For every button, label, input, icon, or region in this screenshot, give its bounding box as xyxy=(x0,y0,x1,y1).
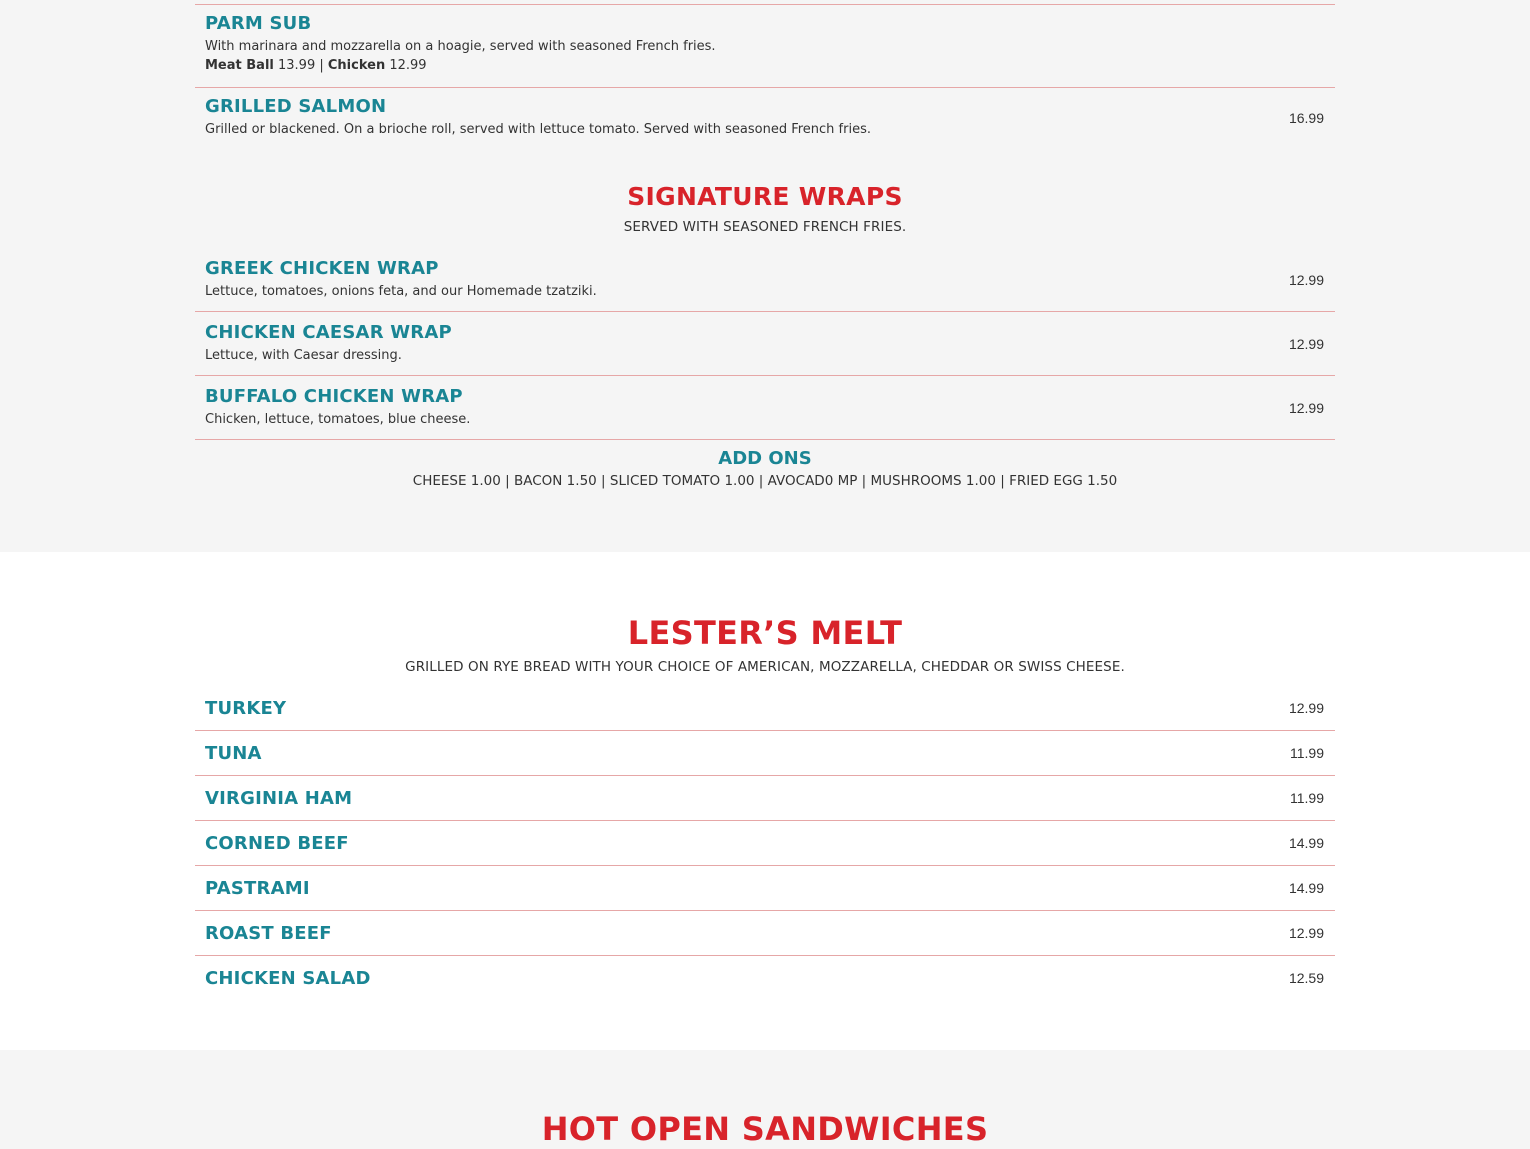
item-price: 12.99 xyxy=(1288,925,1324,941)
option-chicken-price: 12.99 xyxy=(389,58,427,73)
item-name: CHICKEN SALAD xyxy=(205,968,371,989)
option-meat-ball-price: 13.99 xyxy=(278,58,316,73)
item-name: TUNA xyxy=(205,743,262,764)
item-name: PARM SUB xyxy=(205,13,312,34)
section-title-hot-open-sandwiches: HOT OPEN SANDWICHES xyxy=(541,1110,989,1148)
item-price: 12.99 xyxy=(1288,336,1324,352)
menu-item-melt xyxy=(195,911,1335,956)
item-name: CHICKEN CAESAR WRAP xyxy=(205,322,452,343)
addons-title: ADD ONS xyxy=(718,448,812,469)
item-price: 12.59 xyxy=(1288,970,1324,986)
hot-open-band xyxy=(0,1050,1530,1149)
item-price: 16.99 xyxy=(1288,110,1324,126)
item-name: VIRGINIA HAM xyxy=(205,788,353,809)
item-price: 14.99 xyxy=(1288,880,1324,896)
item-name: TURKEY xyxy=(205,698,287,719)
menu-item-parm-sub xyxy=(195,5,1335,88)
item-price: 12.99 xyxy=(1288,400,1324,416)
item-name: GRILLED SALMON xyxy=(205,96,387,117)
menu-item-wrap xyxy=(195,376,1335,440)
item-name: GREEK CHICKEN WRAP xyxy=(205,258,439,279)
item-name: BUFFALO CHICKEN WRAP xyxy=(205,386,463,407)
menu-item-melt xyxy=(195,686,1335,731)
menu-item-melt xyxy=(195,776,1335,821)
section-subtitle-signature-wraps: SERVED WITH SEASONED FRENCH FRIES. xyxy=(623,219,907,235)
menu-item-wrap xyxy=(195,248,1335,312)
item-description: Lettuce, with Caesar dressing. xyxy=(205,348,402,363)
addons-list: CHEESE 1.00 | BACON 1.50 | SLICED TOMATO 1.00 | AVOCAD0 MP | MUSHROOMS 1.00 | FRIED EGG 1.50 xyxy=(412,473,1118,489)
menu-item-wrap xyxy=(195,312,1335,376)
option-chicken-label: Chicken xyxy=(327,58,386,73)
item-description: Grilled or blackened. On a brioche roll, served with lettuce tomato. Served with seasoned French fries. xyxy=(205,122,871,137)
section-title-signature-wraps: SIGNATURE WRAPS xyxy=(627,182,903,211)
item-price: 14.99 xyxy=(1288,835,1324,851)
item-name: PASTRAMI xyxy=(205,878,310,899)
menu-item-melt xyxy=(195,956,1335,1001)
item-name: CORNED BEEF xyxy=(205,833,349,854)
item-description: Lettuce, tomatoes, onions feta, and our Homemade tzatziki. xyxy=(205,284,597,299)
lesters-melt-band xyxy=(0,552,1530,1050)
item-price: 11.99 xyxy=(1290,745,1324,761)
item-options xyxy=(205,56,1325,75)
item-description: Chicken, lettuce, tomatoes, blue cheese. xyxy=(205,412,471,427)
sandwiches-wraps-band xyxy=(0,0,1530,552)
item-description: With marinara and mozzarella on a hoagie, served with seasoned French fries. xyxy=(205,39,716,54)
menu-item-melt xyxy=(195,866,1335,911)
section-title-lesters-melt: LESTER’S MELT xyxy=(627,614,903,652)
item-name: ROAST BEEF xyxy=(205,923,332,944)
wrap-list xyxy=(195,248,1335,440)
item-price: 12.99 xyxy=(1288,700,1324,716)
menu-item-melt xyxy=(195,731,1335,776)
item-price: 12.99 xyxy=(1288,272,1324,288)
option-separator: | xyxy=(319,58,324,73)
menu-item-grilled-salmon xyxy=(195,88,1335,146)
option-meat-ball-label: Meat Ball xyxy=(205,58,274,73)
menu-item-melt xyxy=(195,821,1335,866)
melt-list xyxy=(195,686,1335,1001)
section-subtitle-lesters-melt: GRILLED ON RYE BREAD WITH YOUR CHOICE OF AMERICAN, MOZZARELLA, CHEDDAR OR SWISS CHEESE. xyxy=(405,659,1125,675)
item-price: 11.99 xyxy=(1290,790,1324,806)
